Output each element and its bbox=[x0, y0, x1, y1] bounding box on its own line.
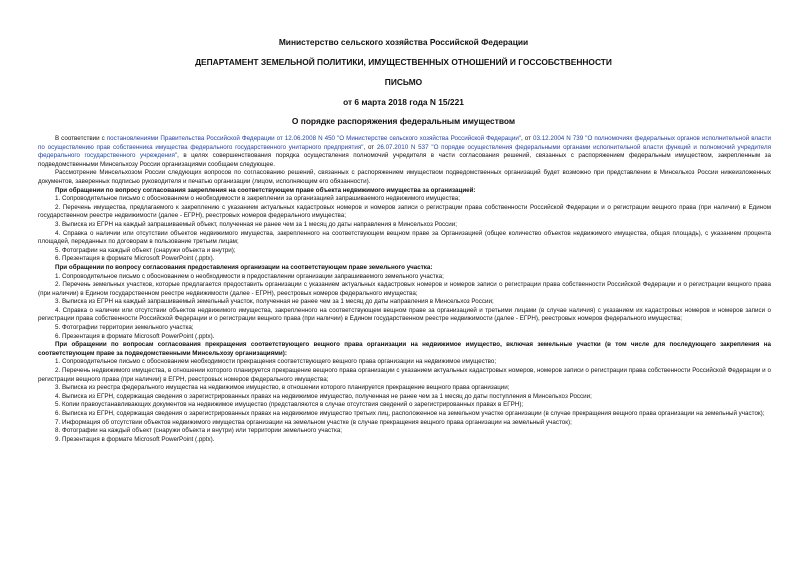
section3-item: 7. Информация об отсутствии объектов недвижимого имущества организации на земельном участке (в случае прекращения вещного права организации на земельный участок); bbox=[55, 418, 572, 426]
section1-item: 6. Презентация в формате Microsoft PowerPoint (.pptx). bbox=[55, 255, 215, 263]
document-type: ПИСЬМО bbox=[384, 77, 423, 87]
section2-item: 6. Презентация в формате Microsoft PowerPoint (.pptx). bbox=[55, 332, 215, 340]
section2-item: 4. Справка о наличии или отсутствии объектов недвижимого имущества, закрепленного на соответствующем вещном праве за организацией и третьими лицами (в случае наличия) с указанием их кадастровых номеров и номеров записи о регистрации права собственности Российской Федерации и о регистрации вещного права (при наличии) в Едином государственном реестре недвижимости (далее - ЕГРН), реестровых номеров федерального имущества; bbox=[38, 306, 771, 323]
intro-text: , в целях совершенствования порядка осуществления полномочий учредителя в части согласования решений, связанных с распоряжением федеральным имуществом, закрепленным за подведомственными Минсельхозу России организациями сообщаем следующее. bbox=[38, 152, 772, 168]
section2-item: 2. Перечень земельных участков, которые предлагается предоставить организации с указанием актуальных кадастровых номеров и номеров записи о регистрации права собственности Российской Федерации и о регистрации вещного права (при наличии) в Едином государственном реестре недвижимости (далее - ЕГРН), реестровых номеров федерального имущества; bbox=[38, 281, 771, 297]
section3-item: 8. Фотографии на каждый объект (снаружи объекта и внутри) или территории земельного участка; bbox=[55, 427, 343, 435]
section2-item: 3. Выписка из ЕГРН на каждый запрашиваемый земельный участок, полученная не ранее чем за 1 месяц до даты направления в Минсельхоз России; bbox=[55, 298, 494, 306]
section3-item: 9. Презентация в формате Microsoft PowerPoint (.pptx). bbox=[55, 435, 215, 443]
section2-item: 5. Фотографии территории земельного участка; bbox=[55, 324, 194, 332]
section3-heading: При обращении по вопросам согласования прекращения соответствующего вещного права организации на недвижимое имущество, включая земельные участки (в том числе для последующего закрепления на соответствующем праве за подведомственными Минсельхозу организациями): bbox=[38, 341, 771, 357]
intro-text: В соответствии с bbox=[55, 135, 107, 142]
section1-item: 2. Перечень имущества, предлагаемого к закреплению с указанием актуальных кадастровых номеров и номеров записи о регистрации права собственности Российской Федерации и о регистрации вещного права (при наличии) в Едином государственном реестре недвижимости (далее - ЕГРН), реестровых номеров федерального имущества; bbox=[38, 203, 771, 220]
section1-heading: При обращении по вопросу согласования закрепления на соответствующем праве объекта недвижимого имущества за организацией: bbox=[55, 186, 476, 194]
section3-item: 1. Сопроводительное письмо с обоснованием необходимости прекращения соответствующего вещного права организации на недвижимое имущество; bbox=[55, 358, 497, 366]
section3-item: 2. Перечень недвижимого имущества, в отношении которого планируется прекращение вещного права организации с указанием актуальных кадастровых номеров, номеров записи о регистрации права собственности Российской Федерации и о регистрации вещного права (при наличии) в ЕГРН, реестровых номеров федерального имущества; bbox=[38, 367, 771, 383]
section3-item: 5. Копии правоустанавливающих документов на недвижимое имущество (представляются в случае отсутствия сведений о зарегистрированных правах в ЕГРН); bbox=[55, 401, 524, 409]
section2-item: 1. Сопроводительное письмо с обоснованием о необходимости в предоставлении организации запрашиваемого земельного участка; bbox=[55, 272, 444, 280]
decree-739-link[interactable]: 03.12.2004 N 739 "О полномочиях федеральных органов исполнительной власти по осуществлению прав собственника имущества федерального государственного унитарного предприятия" bbox=[38, 135, 771, 151]
section1-item: 4. Справка о наличии или отсутствии объектов недвижимого имущества, закрепленного на соответствующем вещном праве за Организацией (общее количество объектов недвижимого имущества, общая площадь), с указанием процента площадей, переданных по договорам в пользование третьим лицам; bbox=[38, 229, 771, 246]
intro-text: , от bbox=[363, 143, 377, 151]
decree-537-link[interactable]: 26.07.2010 N 537 "О порядке осуществления федеральными органами исполнительной власти функций и полномочий учредителя федерального государственного учреждения" bbox=[38, 143, 771, 160]
document-body bbox=[38, 135, 771, 444]
intro-text: , от bbox=[521, 135, 533, 142]
ministry-name: Министерство сельского хозяйства Российской Федерации bbox=[278, 37, 529, 47]
section1-item: 3. Выписка из ЕГРН на каждый запрашиваемый объект, полученная не ранее чем за 1 месяц до даты направления в Минсельхоз России; bbox=[55, 220, 458, 228]
section3-item: 3. Выписка из реестра федерального имущества на недвижимое имущество, в отношении которого планируется прекращение вещного права организации; bbox=[55, 384, 510, 392]
section1-item: 5. Фотографии на каждый объект (снаружи объекта и внутри); bbox=[55, 246, 236, 254]
section3-item: 4. Выписка из ЕГРН, содержащая сведения о зарегистрированных правах на недвижимое имущество, полученная не ранее чем за 1 месяц до даты поступления в Минсельхоз России; bbox=[55, 392, 592, 400]
section1-item: 1. Сопроводительное письмо с обоснованием о необходимости в закреплении за организацией запрашиваемого недвижимого имущества; bbox=[55, 195, 461, 203]
document-date-number: от 6 марта 2018 года N 15/221 bbox=[343, 97, 464, 107]
department-name: ДЕПАРТАМЕНТ ЗЕМЕЛЬНОЙ ПОЛИТИКИ, ИМУЩЕСТВЕННЫХ ОТНОШЕНИЙ И ГОССОБСТВЕННОСТИ bbox=[195, 57, 612, 67]
section3-item: 6. Выписка из ЕГРН, содержащая сведения о зарегистрированных правах на недвижимое имущество третьих лиц, расположенное на земельном участке организации (в случае прекращения вещного права организации на земельный участок); bbox=[55, 410, 765, 417]
section2-heading: При обращении по вопросу согласования предоставления организации на соответствующем праве земельного участка: bbox=[55, 263, 433, 271]
intro-paragraph bbox=[38, 135, 771, 169]
review-paragraph: Рассмотрение Минсельхозом России следующих вопросов по согласованию решений, связанных с распоряжением имуществом подведомственных организаций будет возможно при представлении в Минсельхоз России нижеизложенных документов, заверенных подписью руководителя и печатью организации (лицом, исполняющим его обязанности). bbox=[38, 169, 771, 185]
document-subject: О порядке распоряжения федеральным имуществом bbox=[291, 116, 516, 126]
decree-450-link[interactable]: постановлениями Правительства Российской Федерации от 12.06.2008 N 450 "О Министерстве сельского хозяйства Российской Федерации" bbox=[106, 135, 522, 142]
